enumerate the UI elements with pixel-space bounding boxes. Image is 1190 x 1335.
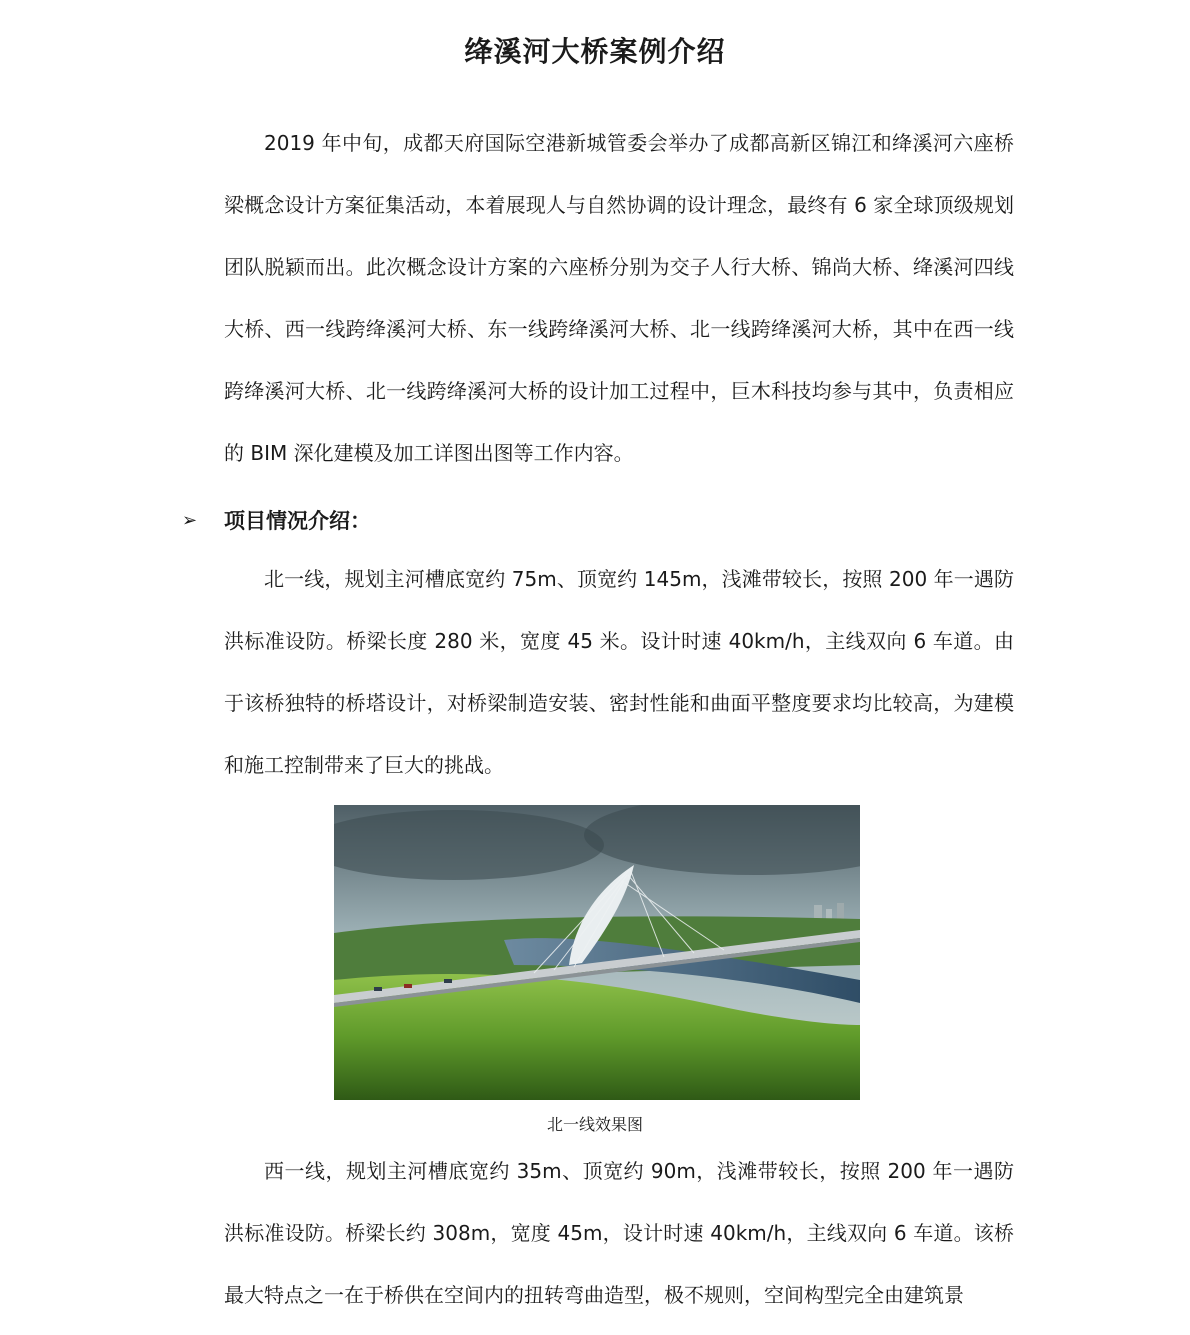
arrow-bullet-icon: ➢ — [182, 509, 198, 531]
north-line-paragraph: 北一线，规划主河槽底宽约 75m、顶宽约 145m，浅滩带较长，按照 200 年一遇防洪标准设防。桥梁长度 280 米，宽度 45 米。设计时速 40km/h，主线双向 6 车道。由于该桥独特的桥塔设计，对桥梁制造安装、密封性能和曲面平整度要求均比较高，为建模和施工控制带来了巨大的挑战。 — [224, 567, 1014, 777]
figure-caption: 北一线效果图 — [546, 1115, 643, 1134]
bridge-rendering-image — [334, 805, 860, 1100]
west-line-paragraph: 西一线，规划主河槽底宽约 35m、顶宽约 90m，浅滩带较长，按照 200 年一遇防洪标准设防。桥梁长约 308m，宽度 45m，设计时速 40km/h，主线双向 6 车道。该桥最大特点之一在于桥供在空间内的扭转弯曲造型，极不规则，空间构型完全由建筑景 — [224, 1159, 1014, 1307]
intro-paragraph: 2019 年中旬，成都天府国际空港新城管委会举办了成都高新区锦江和绛溪河六座桥梁概念设计方案征集活动，本着展现人与自然协调的设计理念，最终有 6 家全球顶级规划团队脱颖而出。此次概念设计方案的六座桥分别为交子人行大桥、锦尚大桥、绛溪河四线大桥、西一线跨绛溪河大桥、东一线跨绛溪河大桥、北一线跨绛溪河大桥，其中在西一线跨绛溪河大桥、北一线跨绛溪河大桥的设计加工过程中，巨木科技均参与其中，负责相应的 BIM 深化建模及加工详图出图等工作内容。 — [224, 131, 1014, 465]
page-title: 绛溪河大桥案例介绍 — [464, 35, 726, 68]
section-heading-text: 项目情况介绍： — [224, 509, 371, 533]
section-heading — [182, 500, 371, 540]
